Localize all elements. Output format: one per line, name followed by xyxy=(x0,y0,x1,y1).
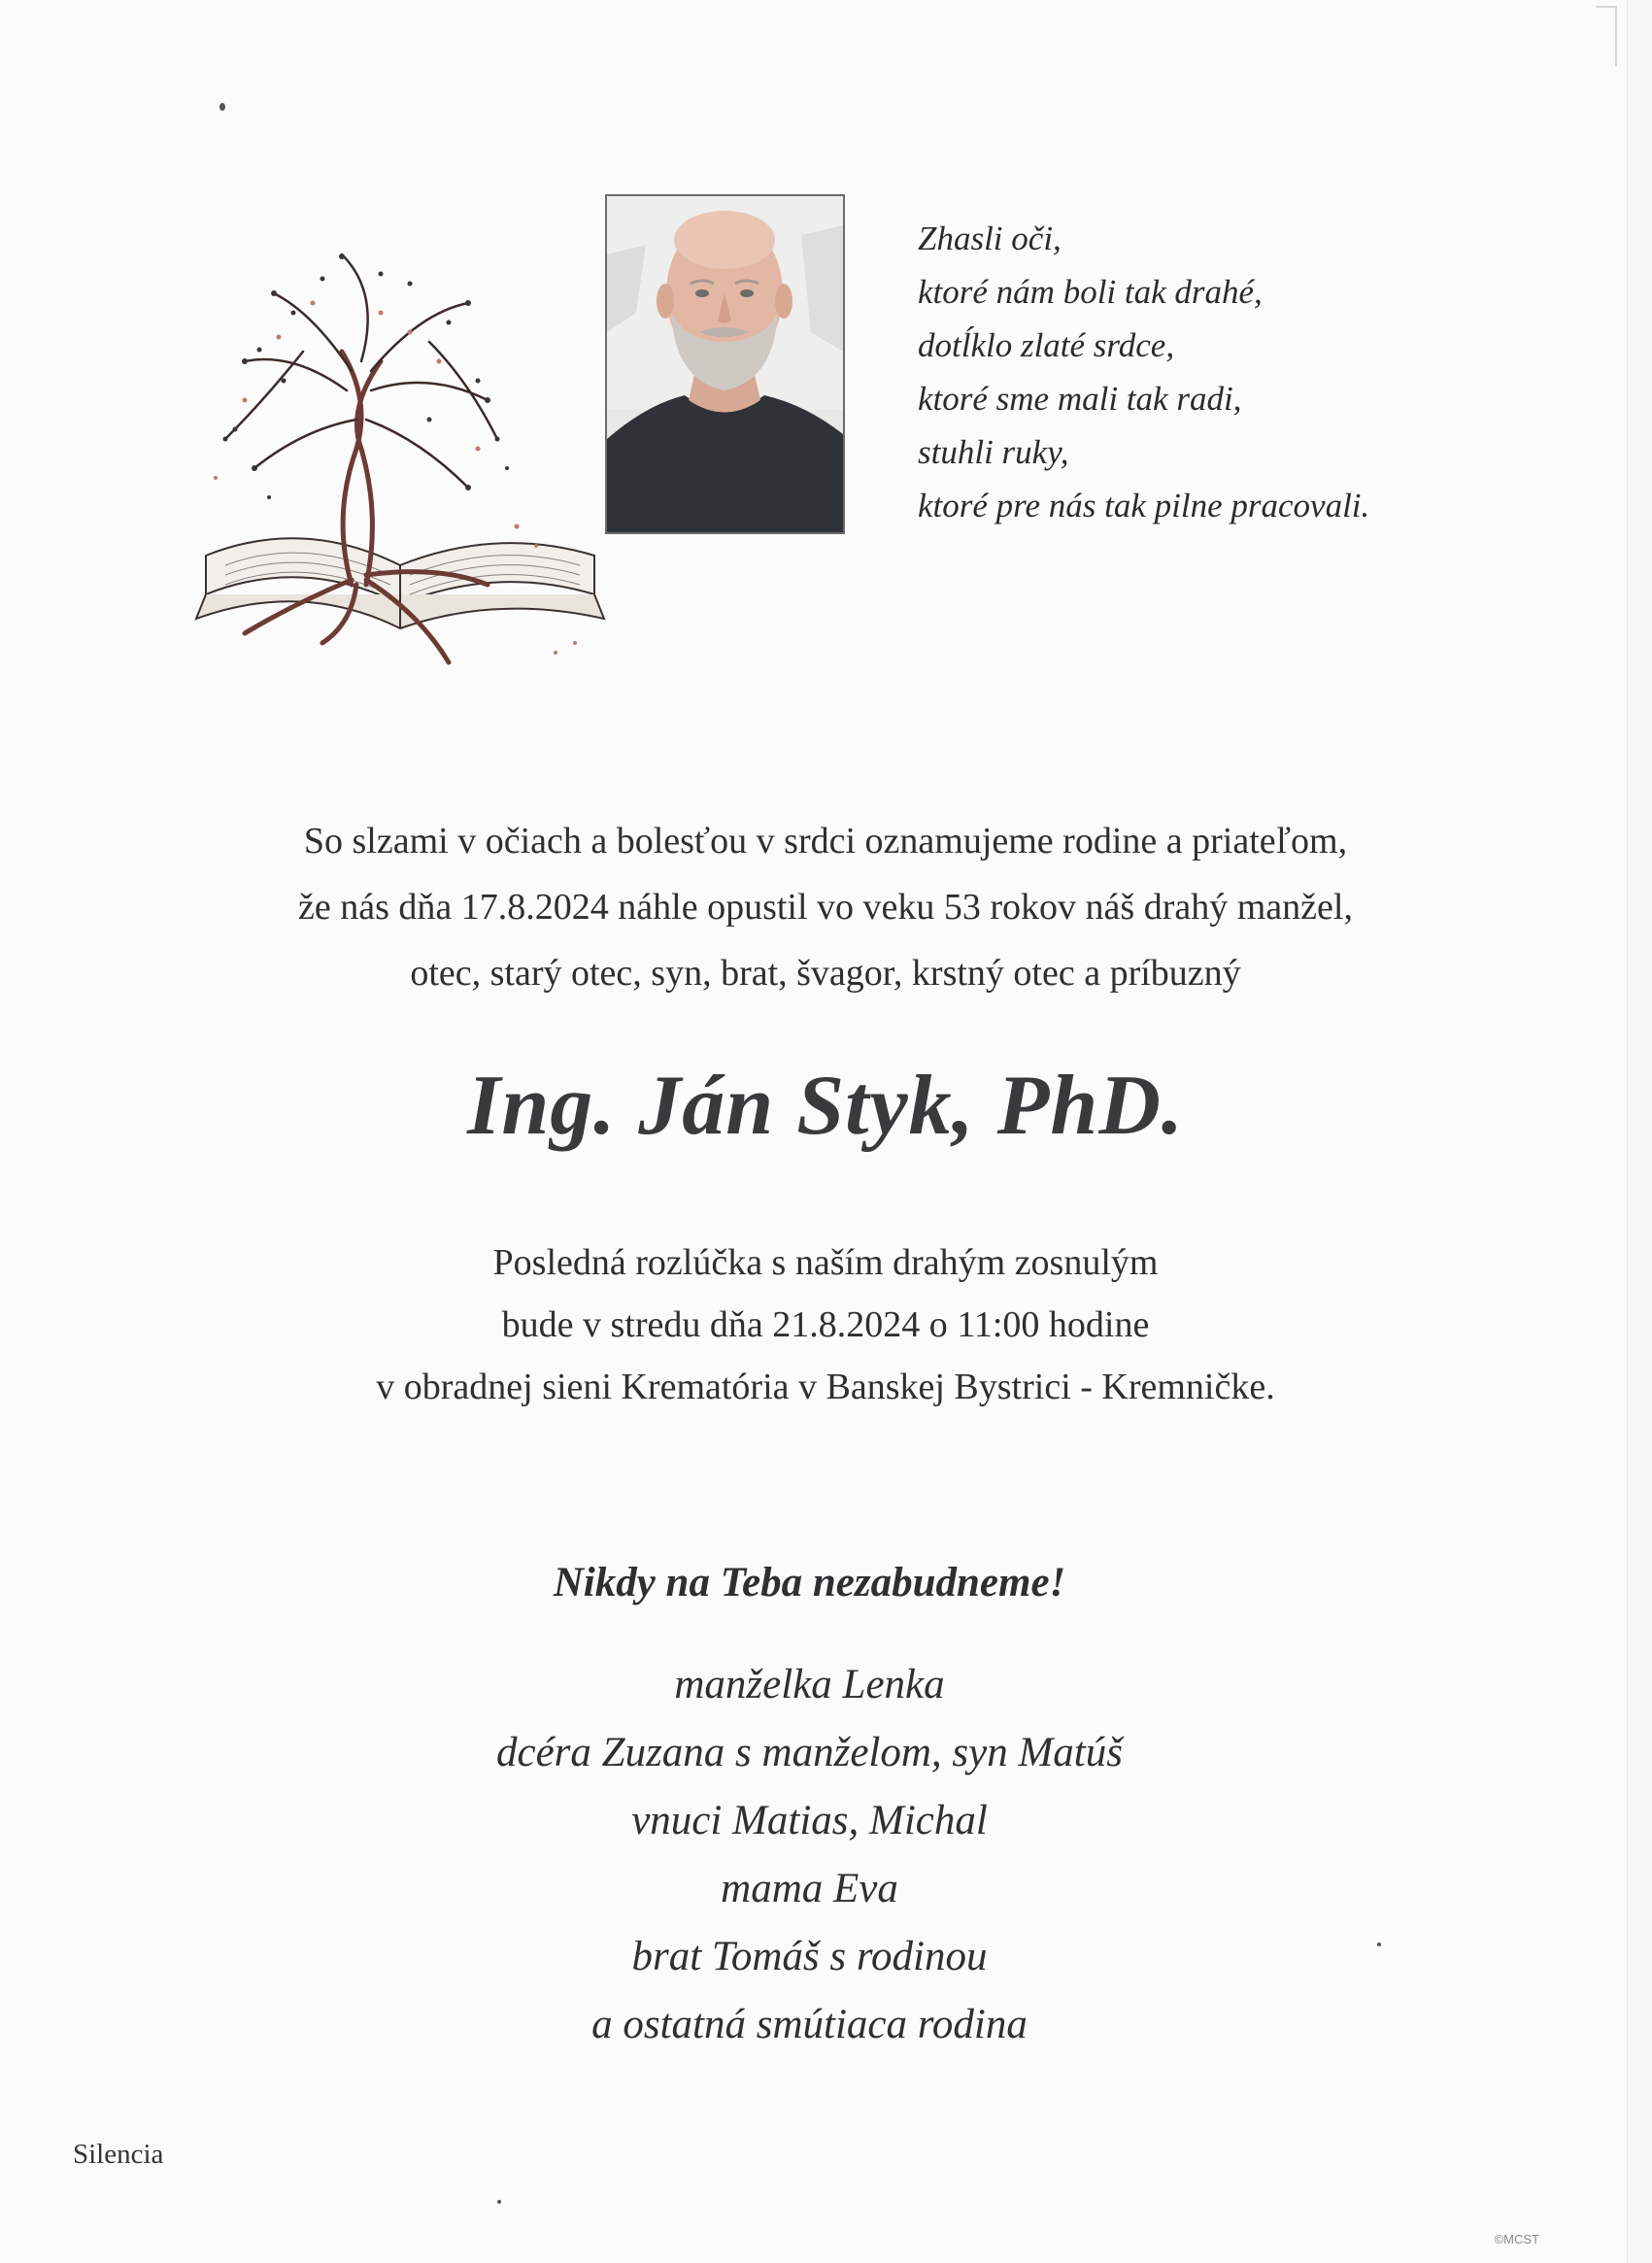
memorial-poem xyxy=(918,212,1462,532)
funeral-details xyxy=(146,1232,1505,1418)
paper-edge-mark xyxy=(1596,6,1617,66)
mourning-family-list xyxy=(146,1651,1473,2059)
announcement-line: že nás dňa 17.8.2024 náhle opustil vo veku 53 rokov náš drahý manžel, xyxy=(298,887,1353,928)
paper-speck xyxy=(219,103,225,111)
family-member-line: manželka Lenka xyxy=(674,1662,945,1707)
poem-line: stuhli ruky, xyxy=(918,433,1069,471)
portrait-photo xyxy=(605,194,845,534)
poem-line: Zhasli oči, xyxy=(918,220,1062,257)
paper-speck xyxy=(497,2200,501,2204)
family-member-line: dcéra Zuzana s manželom, syn Matúš xyxy=(496,1730,1123,1775)
family-member-line: a ostatná smútiaca rodina xyxy=(591,2002,1028,2047)
deceased-name: Ing. Ján Styk, PhD. xyxy=(467,1059,1184,1153)
memorial-motto: Nikdy na Teba nezabudneme! xyxy=(553,1560,1066,1605)
family-member-line: vnuci Matias, Michal xyxy=(631,1798,988,1843)
poem-line: dotĺklo zlaté srdce, xyxy=(918,326,1175,364)
poem-line: ktoré sme mali tak radi, xyxy=(918,380,1242,418)
funeral-agency-name: Silencia xyxy=(73,2139,164,2170)
family-member-line: brat Tomáš s rodinou xyxy=(631,1934,988,1979)
funeral-detail-line: bude v stredu dňa 21.8.2024 o 11:00 hodine xyxy=(501,1304,1150,1345)
poem-line: ktoré nám boli tak drahé, xyxy=(918,273,1263,311)
announcement-text xyxy=(146,808,1505,1006)
tree-on-book-illustration xyxy=(186,245,614,687)
copyright-mark: ©MCST xyxy=(1494,2232,1539,2246)
funeral-detail-line: v obradnej sieni Krematória v Banskej Bystrici - Kremničke. xyxy=(376,1367,1275,1407)
family-member-line: mama Eva xyxy=(721,1866,898,1911)
funeral-detail-line: Posledná rozlúčka s naším drahým zosnulým xyxy=(492,1242,1159,1283)
portrait-image xyxy=(607,196,843,532)
poem-line: ktoré pre nás tak pilne pracovali. xyxy=(918,487,1370,524)
announcement-line: otec, starý otec, syn, brat, švagor, krstný otec a príbuzný xyxy=(410,953,1241,994)
announcement-line: So slzami v očiach a bolesťou v srdci oznamujeme rodine a priateľom, xyxy=(303,821,1348,861)
